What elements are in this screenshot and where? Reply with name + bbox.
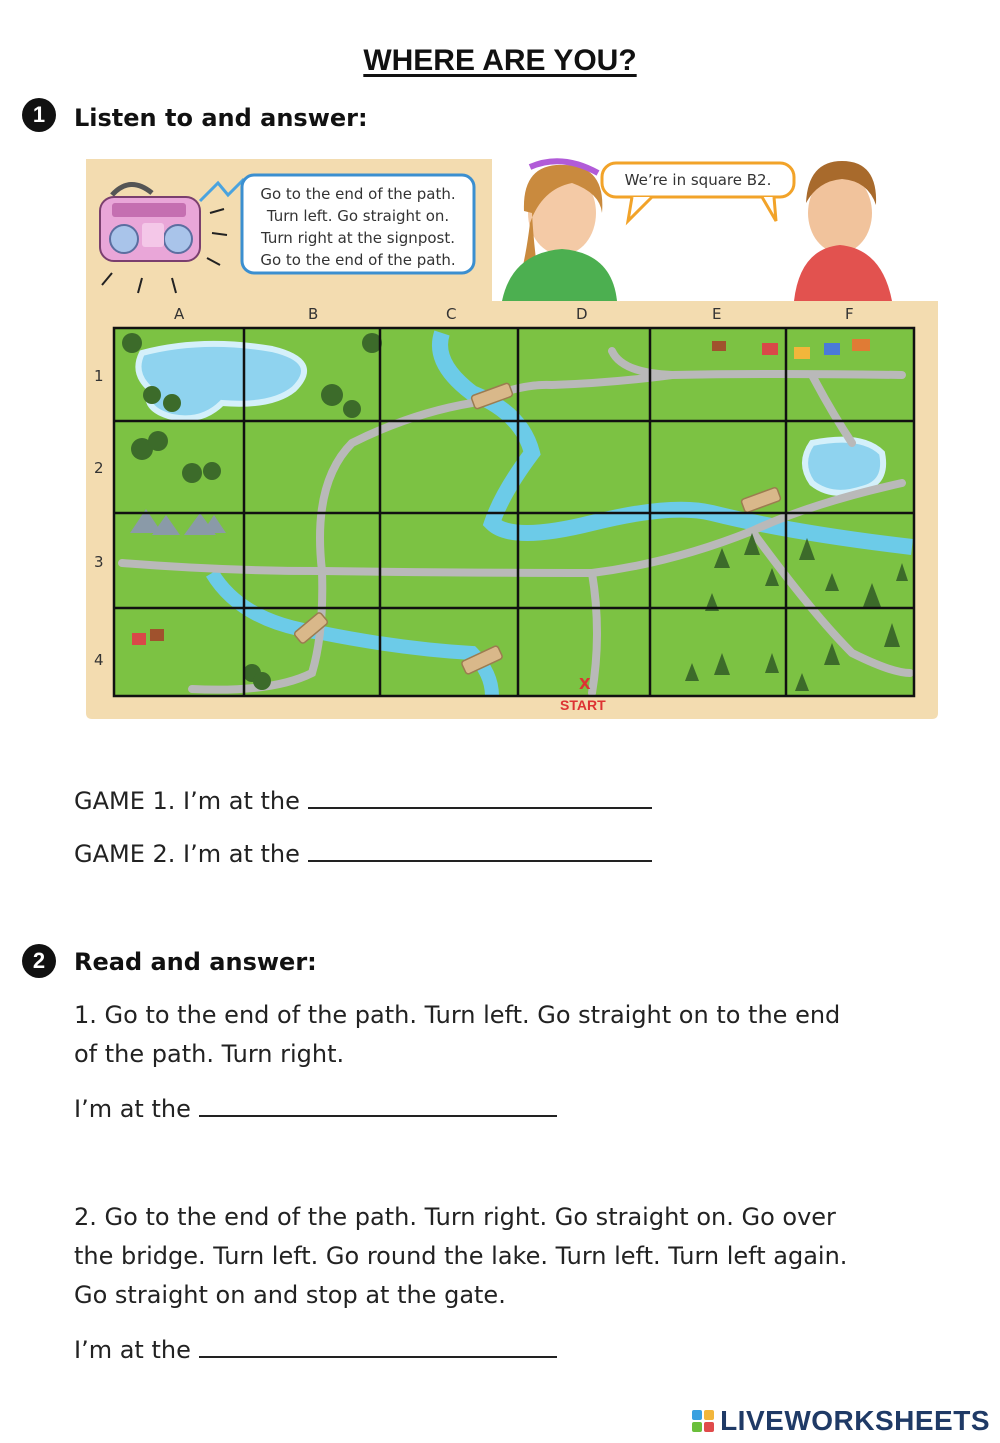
game-1-prompt: GAME 1. I’m at the [74,787,300,815]
map-row-label: 1 [94,367,104,385]
map-column-label: A [174,305,185,323]
map-column-label: B [308,305,319,323]
game-1-line [74,782,652,821]
liveworksheets-logo-icon [692,1410,714,1432]
question-1-line: 1. Go to the end of the path. Turn left. Go straight on to the end [74,1001,841,1029]
question-1-answer-prompt: I’m at the [74,1095,191,1123]
question-1-answer-line [74,1090,557,1129]
map-illustration [72,153,942,723]
bubble-line: Turn right at the signpost. [261,229,455,247]
liveworksheets-logo [692,1405,990,1437]
question-1-answer-blank[interactable] [199,1093,557,1117]
section-2-number-badge: 2 [22,944,56,978]
liveworksheets-logo-text: LIVEWORKSHEETS [720,1405,990,1436]
question-2-line: Go straight on and stop at the gate. [74,1281,506,1309]
start-mark: X [579,675,591,693]
map-column-label: E [712,305,722,323]
map-column-label: F [845,305,854,323]
question-2-answer-line [74,1331,557,1370]
start-label: START [560,697,606,713]
bubble-line: Turn left. Go straight on. [266,207,450,225]
map-row-label: 2 [94,459,104,477]
map-column-label: C [446,305,457,323]
game-1-answer-blank[interactable] [308,785,652,809]
game-2-line [74,835,652,874]
radio-speech-bubble [242,183,474,271]
bubble-line: Go to the end of the path. [260,185,456,203]
question-2-line: 2. Go to the end of the path. Turn right. Go straight on. Go over [74,1203,836,1231]
kids-speech-bubble: We’re in square B2. [624,171,772,189]
question-2 [74,1198,847,1315]
girl-illustration [502,161,617,301]
game-2-prompt: GAME 2. I’m at the [74,840,300,868]
map-column-label: D [576,305,588,323]
page-title: WHERE ARE YOU? [363,44,637,77]
section-2-heading: Read and answer: [74,948,317,976]
question-1 [74,996,840,1074]
boy-illustration [794,161,892,301]
map-row-label: 4 [94,651,104,669]
question-2-answer-blank[interactable] [199,1334,557,1358]
section-1-heading: Listen to and answer: [74,104,368,132]
section-1-number-badge: 1 [22,98,56,132]
map-row-label: 3 [94,553,104,571]
bubble-line: Go to the end of the path. [260,251,456,269]
question-1-line: of the path. Turn right. [74,1040,345,1068]
question-2-line: the bridge. Turn left. Go round the lake. Turn left. Turn left again. [74,1242,848,1270]
question-2-answer-prompt: I’m at the [74,1336,191,1364]
game-2-answer-blank[interactable] [308,838,652,862]
